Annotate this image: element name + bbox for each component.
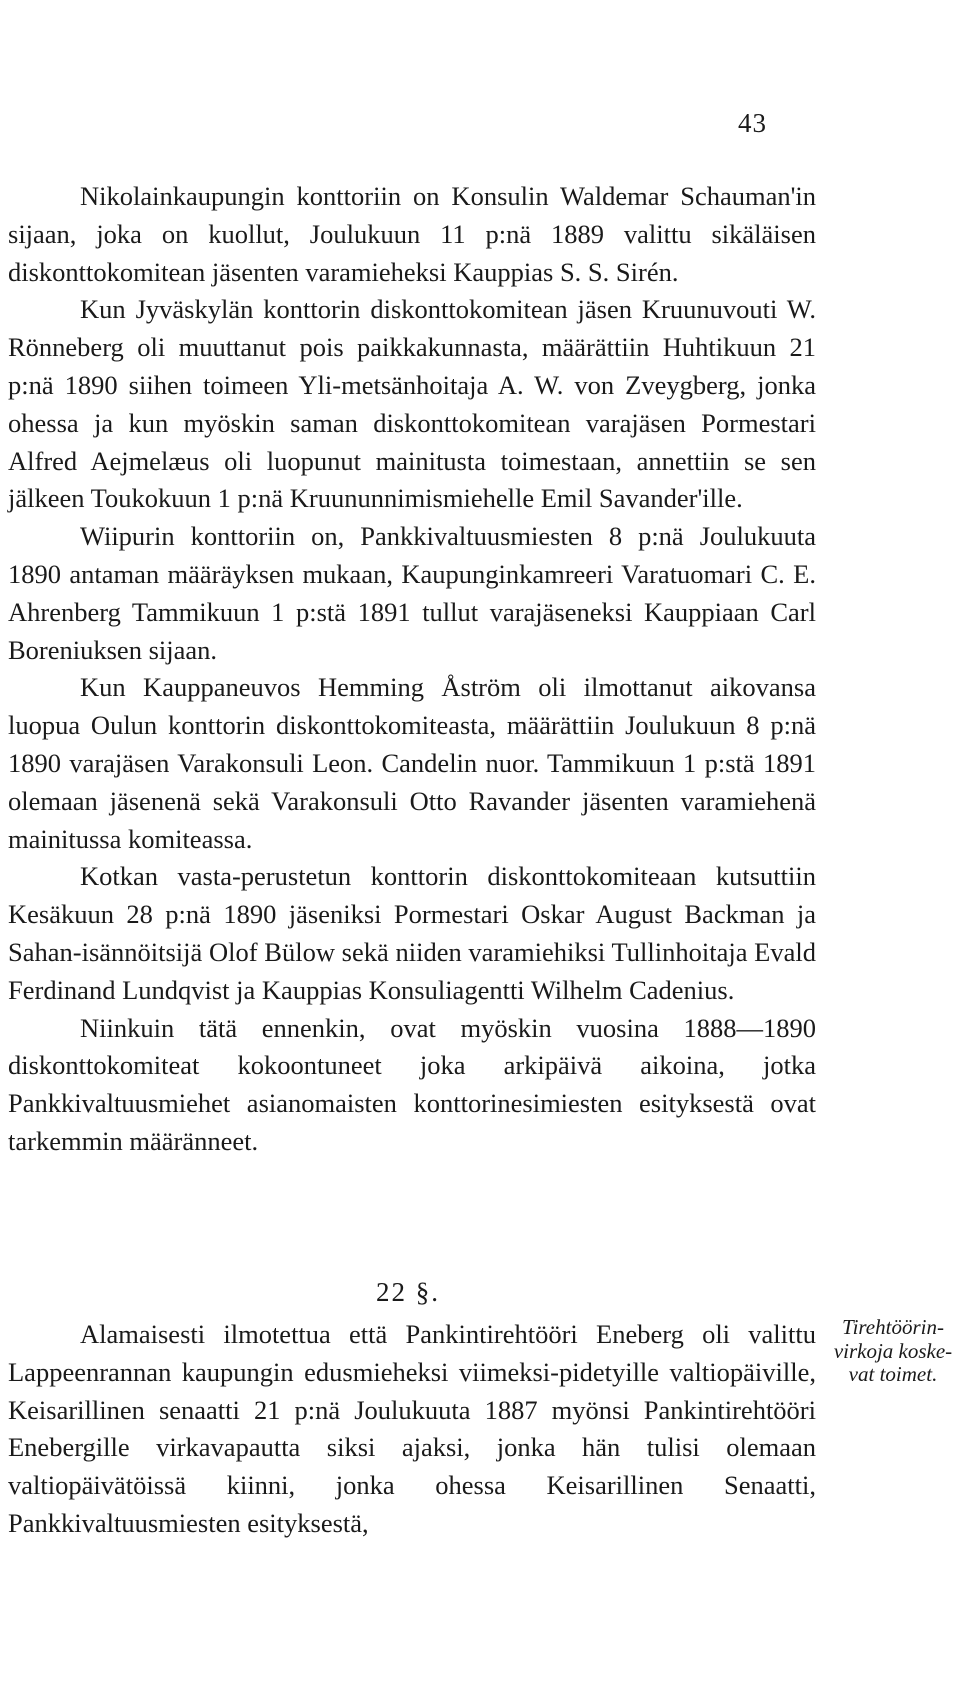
body-text [8,178,816,1161]
page-number: 43 [738,108,767,138]
paragraph: Kotkan vasta-perustetun konttorin diskonttokomiteaan kutsuttiin Kesäkuun 28 p:nä 1890 jäseniksi Pormestari Oskar August Backman ja Sahan-isännöitsijä Olof Bülow sekä niiden varamiehiksi Tullinhoitaja Evald Ferdinand Lundqvist ja Kauppias Konsuliagentti Wilhelm Cadenius. [8,861,816,1005]
marginal-note [826,1316,960,1387]
paragraph: Alamaisesti ilmotettua että Pankintirehtööri Eneberg oli valittu Lappeenrannan kaupungin edusmieheksi viimeksi-pidetyille valtiopäiville, Keisarillinen senaatti 21 p:nä Joulukuuta 1887 myönsi Pankintirehtööri Enebergille virkavapautta siksi ajaksi, jonka hän tulisi olemaan valtiopäivätöissä kiinni, jonka ohessa Keisarillinen Senaatti, Pankkivaltuusmiesten esityksestä, [8,1319,816,1538]
section-heading: 22 §. [376,1277,440,1307]
marginal-note-line: virkoja koske- [833,1338,953,1363]
marginal-note-line: Tirehtöörin- [842,1315,944,1339]
paragraph: Nikolainkaupungin konttoriin on Konsulin Waldemar Schauman'in sijaan, joka on kuollut, Joulukuun 11 p:nä 1889 valittu sikäläisen diskonttokomitean jäsenten varamieheksi Kauppias S. S. Sirén. [8,181,816,287]
paragraph: Kun Kauppaneuvos Hemming Åström oli ilmottanut aikovansa luopua Oulun konttorin diskonttokomiteasta, määrättiin Joulukuun 8 p:nä 1890 varajäsen Varakonsuli Leon. Candelin nuor. Tammikuun 1 p:stä 1891 olemaan jäsenenä sekä Varakonsuli Otto Ravander jäsenten varamiehenä mainitussa komiteassa. [8,672,816,854]
paragraph: Kun Jyväskylän konttorin diskonttokomitean jäsen Kruunuvouti W. Rönneberg oli muuttanut pois paikkakunnasta, määrättiin Huhtikuun 21 p:nä 1890 siihen toimeen Yli-metsänhoitaja A. W. von Zveygberg, jonka ohessa ja kun myöskin saman diskonttokomitean varajäsen Pormestari Alfred Aejmelæus oli luopunut mainitusta toimestaan, annettiin se sen jälkeen Toukokuun 1 p:nä Kruununnimismiehelle Emil Savander'ille. [8,294,816,514]
section-text [8,1316,816,1543]
paragraph: Wiipurin konttoriin on, Pankkivaltuusmiesten 8 p:nä Joulukuuta 1890 antaman määräyksen mukaan, Kaupunginkamreeri Varatuomari C. E. Ahrenberg Tammikuun 1 p:stä 1891 tullut varajäseneksi Kauppiaan Carl Boreniuksen sijaan. [8,521,816,665]
paragraph: Niinkuin tätä ennenkin, ovat myöskin vuosina 1888—1890 diskonttokomiteat kokoontuneet joka arkipäivä aikoina, jotka Pankkivaltuusmiehet asianomaisten konttorinesimiesten esityksestä ovat tarkemmin määränneet. [8,1012,816,1156]
marginal-note-line: vat toimet. [848,1362,938,1386]
